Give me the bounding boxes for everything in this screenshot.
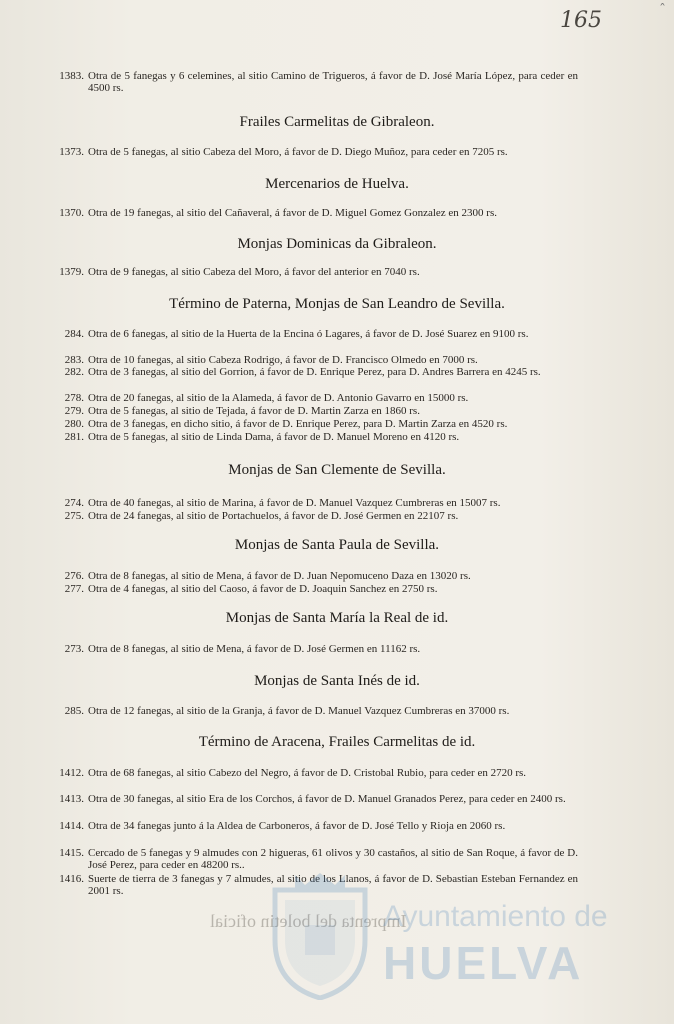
section-heading: Monjas de Santa Inés de id. <box>254 673 420 689</box>
section-heading: Frailes Carmelitas de Gibraleon. <box>239 114 435 130</box>
mirrored-stamp-text: Imprenta del boletin oficial <box>210 911 407 931</box>
entry-number: 284. <box>64 328 84 340</box>
entry-number: 1414. <box>59 820 84 832</box>
section-heading: Término de Aracena, Frailes Carmelitas de id. <box>198 734 476 750</box>
watermark-line1: Ayuntamiento de <box>383 900 608 933</box>
section-heading: Monjas Dominicas da Gibraleon. <box>237 236 437 252</box>
entry-number: 282. <box>64 366 84 378</box>
entry-text: Otra de 24 fanegas, al sitio de Portachuelos, á favor de D. José Germen en 22107 rs. <box>88 510 459 522</box>
entry-text: Otra de 5 fanegas, al sitio Cabeza del Moro, á favor de D. Diego Muñoz, para ceder en 7205 rs. <box>88 146 508 158</box>
entry-number: 1373. <box>59 146 84 158</box>
entry-text: Otra de 5 fanegas y 6 celemines, al sitio Camino de Trigueros, á favor de D. José María López, para ceder en 4500 rs. <box>88 70 578 94</box>
watermark-line2: HUELVA <box>383 937 584 989</box>
entry-number: 278. <box>64 392 84 404</box>
entry-number: 285. <box>64 705 84 717</box>
entry-number: 1413. <box>59 793 84 805</box>
entry-number: 1370. <box>59 207 84 219</box>
entry-number: 1379. <box>59 266 84 278</box>
entry-number: 1412. <box>59 767 84 779</box>
entry-number: 280. <box>64 418 84 430</box>
entry-text: Otra de 34 fanegas junto á la Aldea de Carboneros, á favor de D. José Tello y Rioja en 2060 rs. <box>88 820 506 832</box>
entry-text: Otra de 5 fanegas, al sitio de Tejada, á favor de D. Martin Zarza en 1860 rs. <box>88 405 420 417</box>
entry-number: 275. <box>64 510 84 522</box>
entry-text: Otra de 3 fanegas, al sitio del Gorrion, á favor de D. Enrique Perez, para D. Andres Barrera en 4245 rs. <box>88 366 541 378</box>
entry-text: Otra de 9 fanegas, al sitio Cabeza del Moro, á favor del anterior en 7040 rs. <box>88 266 420 278</box>
watermark <box>255 870 615 1010</box>
entry-number: 279. <box>64 405 84 417</box>
entry-number: 1416. <box>59 873 84 885</box>
entry-text: Otra de 10 fanegas, al sitio Cabeza Rodrigo, á favor de D. Francisco Olmedo en 7000 rs. <box>88 354 478 366</box>
entry-text: Otra de 19 fanegas, al sitio del Cañaveral, á favor de D. Miguel Gomez Gonzalez en 2300 rs. <box>88 207 497 219</box>
entry-text: Otra de 68 fanegas, al sitio Cabezo del Negro, á favor de D. Cristobal Rubio, para ceder en 2720 rs. <box>88 767 527 779</box>
entry-text: Otra de 3 fanegas, en dicho sitio, á favor de D. Enrique Perez, para D. Martin Zarza en 4520 rs. <box>88 418 508 430</box>
entry-number: 276. <box>64 570 84 582</box>
entry-number: 274. <box>64 497 84 509</box>
section-heading: Monjas de Santa Paula de Sevilla. <box>234 537 440 553</box>
entry-text: Otra de 6 fanegas, al sitio de la Huerta de la Encina ó Lagares, á favor de D. José Suarez en 9100 rs. <box>88 328 529 340</box>
entry-text: Cercado de 5 fanegas y 9 almudes con 2 higueras, 61 olivos y 30 castaños, al sitio de San Roque, á favor de D. José Perez, para ceder en 48200 rs.. <box>88 847 578 871</box>
entry-text: Otra de 40 fanegas, al sitio de Marina, á favor de D. Manuel Vazquez Cumbreras en 15007 rs. <box>88 497 501 509</box>
section-heading: Monjas de Santa María la Real de id. <box>225 610 449 626</box>
entry-number: 283. <box>64 354 84 366</box>
entry-number: 1415. <box>59 847 84 859</box>
entry-number: 273. <box>64 643 84 655</box>
entry-text: Otra de 8 fanegas, al sitio de Mena, á favor de D. José Germen en 11162 rs. <box>88 643 421 655</box>
entry-text: Otra de 12 fanegas, al sitio de la Granja, á favor de D. Manuel Vazquez Cumbreras en 37000 rs. <box>88 705 510 717</box>
entry-text: Otra de 4 fanegas, al sitio del Caoso, á favor de D. Joaquin Sanchez en 2750 rs. <box>88 583 438 595</box>
entry-text: Otra de 8 fanegas, al sitio de Mena, á favor de D. Juan Nepomuceno Daza en 13020 rs. <box>88 570 471 582</box>
entry-text: Suerte de tierra de 3 fanegas y 7 almudes, al sitio de los Llanos, á favor de D. Sebastian Esteban Fernandez en 2001 rs. <box>88 873 578 897</box>
entry-text: Otra de 20 fanegas, al sitio de la Alameda, á favor de D. Antonio Gavarro en 15000 rs. <box>88 392 469 404</box>
entry-text: Otra de 5 fanegas, al sitio de Linda Dama, á favor de D. Manuel Moreno en 4120 rs. <box>88 431 460 443</box>
entry-number: 1383. <box>59 70 84 82</box>
entry-number: 281. <box>64 431 84 443</box>
entry-text: Otra de 30 fanegas, al sitio Era de los Corchos, á favor de D. Manuel Granados Perez, para ceder en 2400 rs. <box>88 793 566 805</box>
handwritten-page-number: 165 <box>560 8 602 33</box>
section-heading: Mercenarios de Huelva. <box>265 176 409 192</box>
entry-number: 277. <box>64 583 84 595</box>
section-heading: Término de Paterna, Monjas de San Leandro de Sevilla. <box>169 296 505 312</box>
city-shield-icon <box>265 870 375 1000</box>
page-corner-mark: ˆ <box>659 2 666 18</box>
section-heading: Monjas de San Clemente de Sevilla. <box>228 462 446 478</box>
